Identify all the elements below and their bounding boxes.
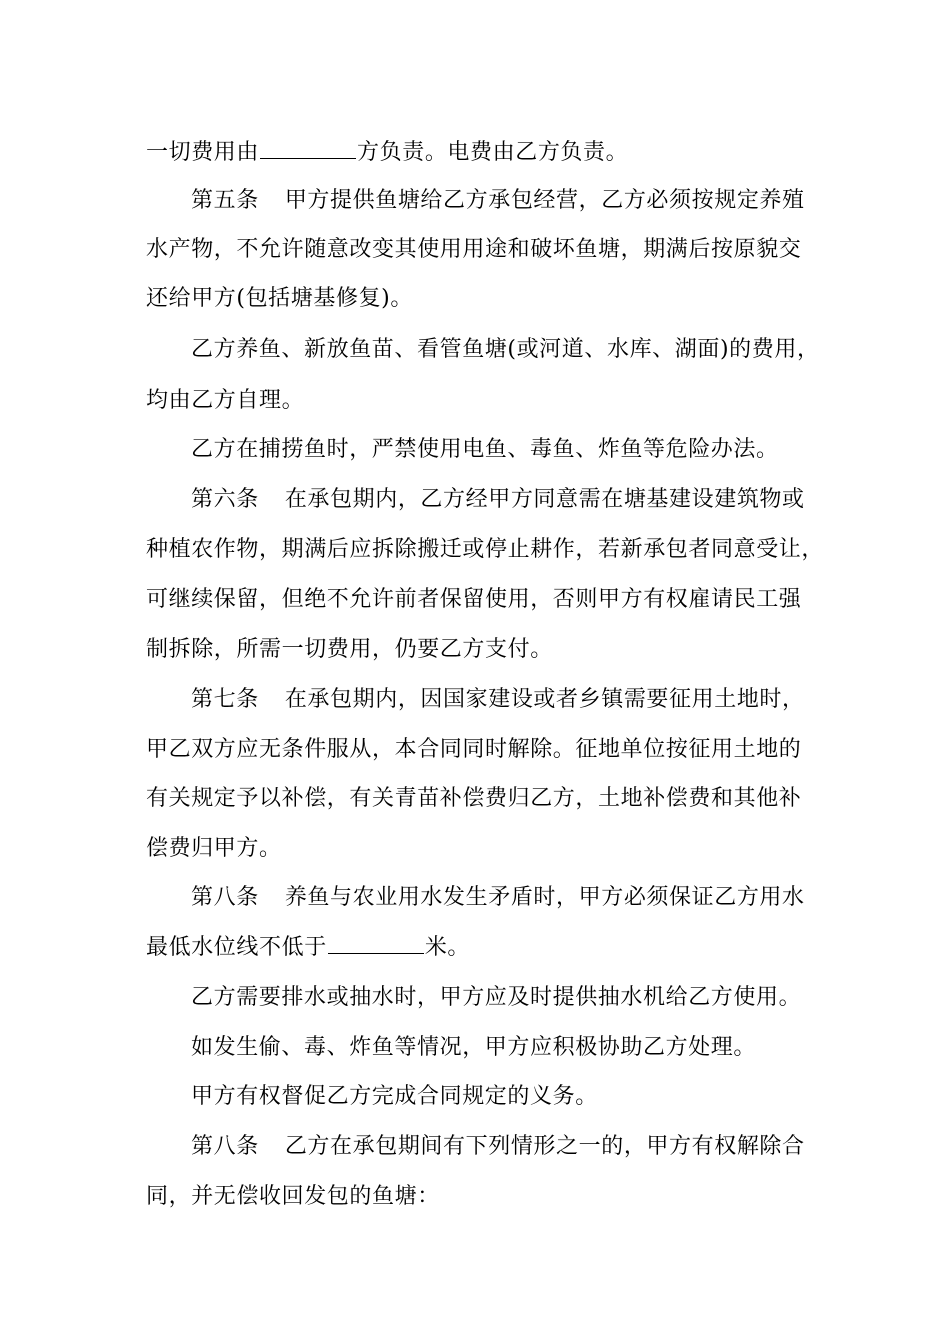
paragraph-line: 甲乙双方应无条件服从，本合同同时解除。征地单位按征用土地的	[146, 737, 802, 762]
paragraph-line: 乙方在捕捞鱼时，严禁使用电鱼、毒鱼、炸鱼等危险办法。	[191, 437, 779, 462]
paragraph-line: 如发生偷、毒、炸鱼等情况，甲方应积极协助乙方处理。	[191, 1035, 757, 1060]
paragraph-line: 甲方有权督促乙方完成合同规定的义务。	[191, 1084, 598, 1109]
article-label: 第六条	[191, 487, 259, 512]
paragraph-line	[146, 933, 470, 963]
text-segment: 方负责。电费由乙方负责。	[357, 140, 629, 165]
article-line	[191, 883, 805, 913]
paragraph-line: 可继续保留，但绝不允许前者保留使用，否则甲方有权雇请民工强	[146, 587, 802, 612]
article-line	[191, 186, 805, 216]
paragraph-line: 种植农作物，期满后应拆除搬迁或停止耕作，若新承包者同意受让，	[146, 537, 825, 562]
article-label: 第八条	[191, 885, 259, 910]
paragraph-line: 偿费归甲方。	[146, 836, 282, 861]
paragraph-line: 乙方养鱼、新放鱼苗、看管鱼塘(或河道、水库、湖面)的费用，	[191, 337, 820, 362]
article-label: 第八条	[191, 1134, 259, 1159]
article-text: 在承包期内，乙方经甲方同意需在塘基建设建筑物或	[284, 487, 805, 512]
article-line	[191, 685, 805, 715]
article-line	[191, 1132, 805, 1162]
paragraph-line: 还给甲方(包括塘基修复)。	[146, 286, 413, 311]
fill-in-blank	[260, 138, 356, 159]
article-text: 乙方在承包期间有下列情形之一的，甲方有权解除合	[284, 1134, 805, 1159]
text-segment: 最低水位线不低于	[146, 935, 327, 960]
fill-in-blank	[328, 933, 424, 954]
article-label: 第七条	[191, 687, 259, 712]
paragraph-line: 乙方需要排水或抽水时，甲方应及时提供抽水机给乙方使用。	[191, 985, 802, 1010]
paragraph-line	[146, 138, 628, 168]
text-segment: 米。	[424, 935, 471, 960]
paragraph-line: 制拆除，所需一切费用，仍要乙方支付。	[146, 637, 553, 662]
text-segment: 一切费用由	[146, 140, 260, 165]
article-text: 甲方提供鱼塘给乙方承包经营，乙方必须按规定养殖	[284, 188, 805, 213]
paragraph-line: 水产物，不允许随意改变其使用用途和破坏鱼塘，期满后按原貌交	[146, 237, 802, 262]
paragraph-line: 有关规定予以补偿，有关青苗补偿费归乙方，土地补偿费和其他补	[146, 786, 802, 811]
paragraph-line: 同，并无偿收回发包的鱼塘：	[146, 1184, 440, 1209]
article-text: 在承包期内，因国家建设或者乡镇需要征用土地时，	[284, 687, 805, 712]
article-text: 养鱼与农业用水发生矛盾时，甲方必须保证乙方用水	[284, 885, 805, 910]
article-label: 第五条	[191, 188, 259, 213]
article-line	[191, 485, 805, 515]
paragraph-line: 均由乙方自理。	[146, 388, 305, 413]
